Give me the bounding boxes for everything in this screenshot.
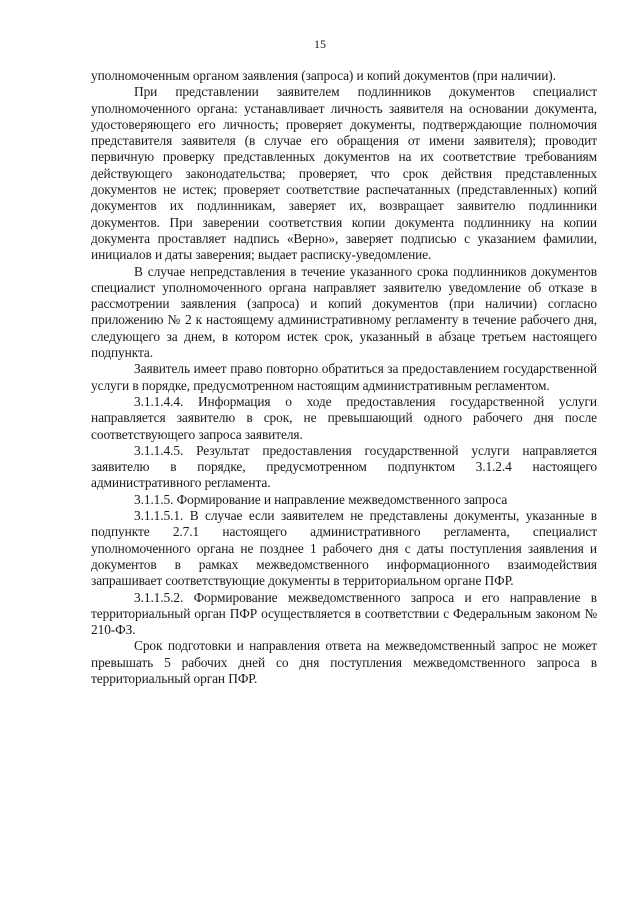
paragraph-4: Заявитель имеет право повторно обратиться за предоставлением государственной услуги в порядке, предусмотренном настоящим административным регламентом. (91, 361, 597, 393)
paragraph-5: 3.1.1.4.4. Информация о ходе предоставления государственной услуги направляется заявителю в срок, не превышающий одного рабочего дня после соответствующего запроса заявителя. (91, 393, 597, 442)
paragraph-6: 3.1.1.4.5. Результат предоставления государственной услуги направляется заявителю в порядке, предусмотренном подпунктом 3.1.2.4 настоящего административного регламента. (91, 442, 597, 491)
paragraph-9: 3.1.1.5.2. Формирование межведомственного запроса и его направление в территориальный орган ПФР осуществляется в соответствии с Федеральным законом № 210-ФЗ. (91, 589, 597, 638)
section-heading: 3.1.1.5. Формирование и направление межведомственного запроса (134, 491, 508, 507)
paragraph-2: При представлении заявителем подлинников документов специалист уполномоченного органа: устанавливает личность заявителя на основании документа, удостоверяющего его личность; проверяет документы, подтверждающие полномочия представителя заявителя (в случае его обращения от имени заявителя); проводит первичную проверку представленных документов на их соответствие требованиям действующего законодательства; проверяет, что срок действия представленных документов не истек; проверяет соответствие распечатанных (представленных) копий документов их подлинникам, заверяет их, возвращает заявителю подлинники документов. При заверении соответствия копии документа подлиннику на копии документа проставляет надпись «Верно», заверяет подписью с указанием фамилии, инициалов и даты заверения; выдает расписку-уведомление. (91, 84, 597, 263)
paragraph-8: 3.1.1.5.1. В случае если заявителем не представлены документы, указанные в подпункте 2.7.1 настоящего административного регламента, специалист уполномоченного органа не позднее 1 рабочего дня с даты поступления заявления и документов в рамках межведомственного информационного взаимодействия запрашивает соответствующие документы в территориальном органе ПФР. (91, 508, 597, 589)
paragraph-3: В случае непредставления в течение указанного срока подлинников документов специалист уполномоченного органа направляет заявителю уведомление об отказе в рассмотрении заявления (запроса) и копий документов (при наличии) согласно приложению № 2 к настоящему административному регламенту в течение рабочего дня, следующего за днем, в котором истек срок, указанный в абзаце третьем настоящего подпункта. (91, 263, 597, 361)
page-number: 15 (314, 37, 326, 51)
document-body (91, 68, 597, 687)
paragraph-1: уполномоченным органом заявления (запроса) и копий документов (при наличии). (91, 68, 556, 83)
paragraph-10: Срок подготовки и направления ответа на межведомственный запрос не может превышать 5 рабочих дней со дня поступления межведомственного запроса в территориальный орган ПФР. (91, 638, 597, 686)
